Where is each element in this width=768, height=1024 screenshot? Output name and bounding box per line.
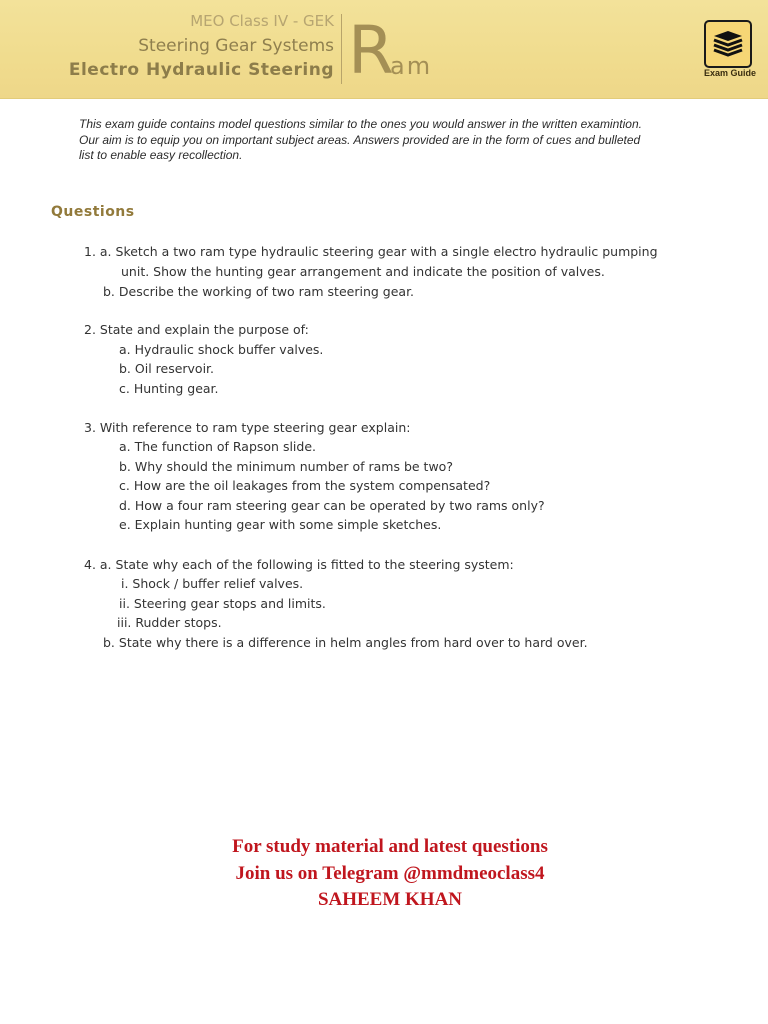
question-3a: a. The function of Rapson slide. [119, 439, 317, 454]
question-1b: b. Describe the working of two ram steering gear. [103, 284, 415, 299]
page-header [0, 0, 768, 99]
questions-heading: Questions [51, 204, 135, 220]
books-stack-icon [711, 28, 745, 60]
question-1a-line1: 1. a. Sketch a two ram type hydraulic steering gear with a single electro hydraulic pumping [84, 244, 658, 259]
footer-line-author: SAHEEM KHAN [317, 889, 463, 910]
question-3: 3. With reference to ram type steering gear explain: [84, 420, 411, 435]
question-2: 2. State and explain the purpose of: [84, 322, 309, 337]
question-2a: a. Hydraulic shock buffer valves. [119, 342, 324, 357]
header-word-rest: am [390, 52, 433, 80]
header-big-letter: R [348, 12, 394, 89]
question-3e: e. Explain hunting gear with some simple sketches. [119, 517, 442, 532]
question-4b: b. State why there is a difference in helm angles from hard over to hard over. [103, 635, 588, 650]
question-4a-iii: iii. Rudder stops. [117, 615, 222, 630]
question-2b: b. Oil reservoir. [119, 361, 215, 376]
intro-line: list to enable easy recollection. [79, 148, 243, 162]
intro-line: Our aim is to equip you on important subject areas. Answers provided are in the form of cues and bulleted [79, 132, 641, 147]
header-divider [341, 14, 342, 84]
question-3b: b. Why should the minimum number of rams be two? [119, 459, 453, 474]
intro-paragraph [79, 117, 729, 164]
footer-line-telegram: Join us on Telegram @mmdmeoclass4 [235, 862, 545, 884]
exam-guide-badge [704, 20, 752, 68]
question-2c: c. Hunting gear. [119, 381, 219, 396]
question-1a-line2: unit. Show the hunting gear arrangement and indicate the position of valves. [121, 264, 605, 279]
footer-line-study: For study material and latest questions [232, 836, 548, 857]
question-4a: 4. a. State why each of the following is fitted to the steering system: [84, 557, 514, 572]
exam-guide-label: Exam Guide [703, 68, 757, 78]
header-topic-title: Electro Hydraulic Steering [68, 60, 334, 80]
question-4a-i: i. Shock / buffer relief valves. [121, 576, 304, 591]
header-subject-title: Steering Gear Systems [138, 36, 334, 56]
question-3d: d. How a four ram steering gear can be operated by two rams only? [119, 498, 545, 513]
question-4a-ii: ii. Steering gear stops and limits. [119, 596, 326, 611]
intro-line: This exam guide contains model questions similar to the ones you would answer in the written examintion. [79, 117, 642, 131]
promo-footer [0, 834, 768, 914]
question-3c: c. How are the oil leakages from the system compensated? [119, 478, 491, 493]
header-course-title: MEO Class IV - GEK [190, 12, 334, 30]
